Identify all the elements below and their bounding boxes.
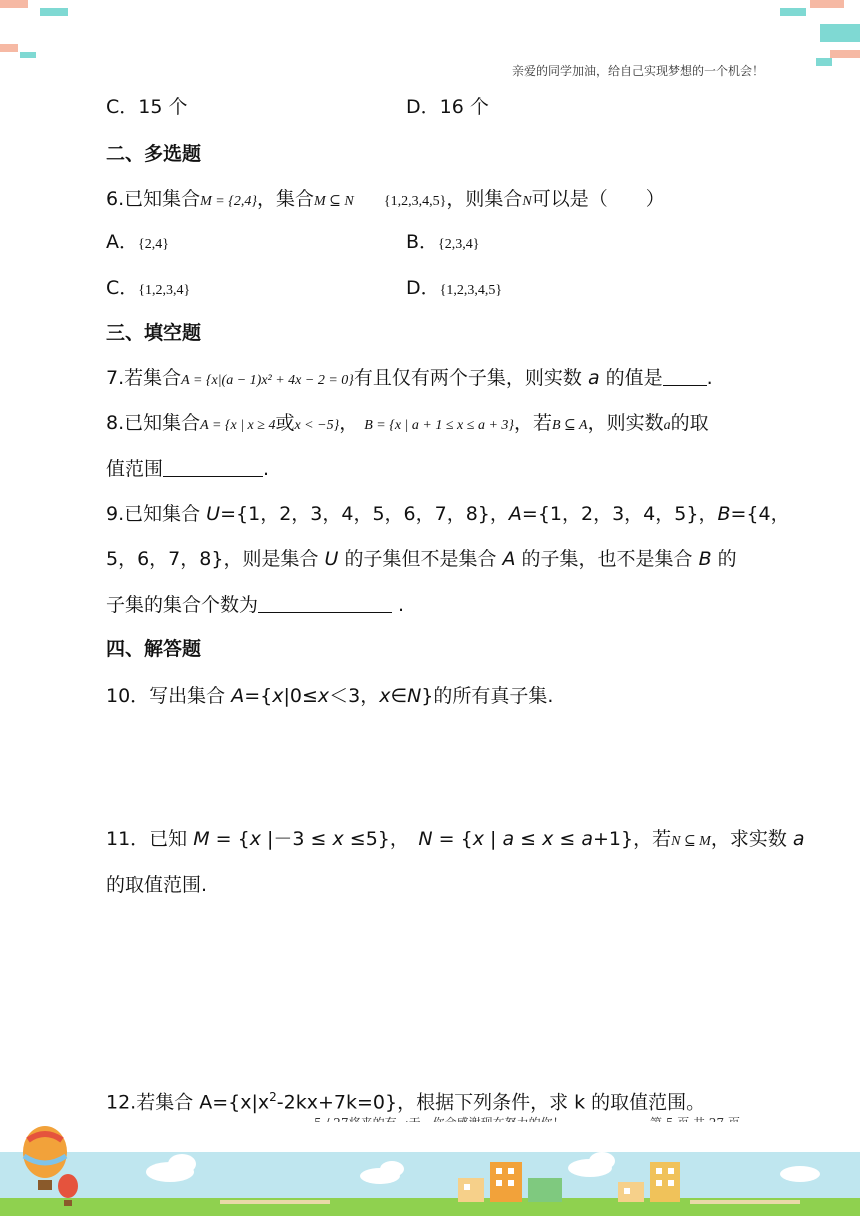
q10-x3: x [379, 685, 391, 707]
q9-line2-b: 的子集但不是集合 [338, 548, 503, 570]
q5-option-c: C．15 个 [106, 96, 188, 118]
q9-var-b: B [717, 503, 731, 525]
q6-option-b-label: B． [406, 231, 439, 253]
q7-end: . [706, 367, 713, 389]
q11-e: = { [432, 828, 473, 850]
q7-suffix-b: 的值是 [605, 367, 663, 389]
q8-end: 的取 [670, 412, 709, 434]
q6-option-d-value: {1,2,3,4,5} [439, 283, 503, 298]
question-9-line-2 [106, 546, 737, 572]
q10-b: ={ [244, 685, 273, 707]
q11-x4: x [542, 828, 554, 850]
q6-stem-d: 可以是（ ） [531, 188, 665, 210]
q8-prefix: 8.已知集合 [106, 412, 201, 434]
question-9-line-1 [106, 501, 790, 527]
question-6 [106, 186, 665, 215]
q8-math-b: B = {x | a + 1 ≤ x ≤ a + 3} [364, 418, 514, 433]
q11-h: ≤ [553, 828, 582, 850]
q11-a2: a [581, 828, 593, 850]
header-motto: 亲爱的同学加油，给自己实现梦想的一个机会！ [512, 64, 765, 78]
q8-answer-blank[interactable] [163, 458, 263, 477]
q11-math: N ⊆ M [671, 834, 711, 849]
q11-x1: x [249, 828, 261, 850]
q11-i: +1}，若 [593, 828, 672, 850]
q6-math-m: M = {2,4} [200, 194, 257, 209]
bottom-banner [0, 1122, 860, 1216]
q9-line1-a: 9.已知集合 [106, 503, 207, 525]
q9-line2-a: 5，6，7，8}，则是集合 [106, 548, 325, 570]
q9-line2-var-u: U [324, 548, 339, 570]
q9-var-u: U [206, 503, 221, 525]
question-8-line-1 [106, 410, 709, 439]
q9-line3: 子集的集合个数为 [106, 594, 259, 616]
q11-d: ≤5}， [343, 828, 419, 850]
top-left-decoration [0, 0, 90, 60]
q11-x2: x [332, 828, 344, 850]
q9-line1-d: ={4， [730, 503, 790, 525]
q7-suffix-a: 有且仅有两个子集，则实数 [353, 367, 582, 389]
q11-var-n: N [418, 828, 433, 850]
q11-c: |－3 ≤ [260, 828, 333, 850]
q10-var-n: N [407, 685, 422, 707]
q6-option-a [106, 229, 169, 258]
q9-line2-var-a: A [502, 548, 516, 570]
q10-x1: x [272, 685, 284, 707]
q12-sup: 2 [269, 1090, 277, 1104]
question-7 [106, 365, 713, 394]
q9-line2-d: 的 [711, 548, 737, 570]
q12-b: -2kx+7k=0}，根据下列条件，求 k 的取值范围。 [276, 1091, 706, 1114]
q7-var-a: a [587, 367, 600, 389]
q8-mid: ，则实数 [587, 412, 664, 434]
q9-answer-blank[interactable] [258, 594, 392, 613]
q10-x2: x [317, 685, 330, 707]
q6-option-c-value: {1,2,3,4} [138, 283, 191, 298]
q9-var-a: A [508, 503, 522, 525]
q11-g: ≤ [514, 828, 543, 850]
section-heading-multiple-choice: 二、多选题 [106, 143, 202, 165]
q6-stem-c: ，则集合 [446, 188, 523, 210]
section-heading-answer: 四、解答题 [106, 638, 202, 660]
q8-line2-end: . [263, 458, 270, 480]
q12-a: 12.若集合 A={x|x [106, 1091, 270, 1114]
question-11-line-1 [106, 826, 805, 855]
q6-option-b-value: {2,3,4} [438, 237, 480, 252]
q6-option-b [406, 229, 480, 258]
q11-a3: a [792, 828, 805, 850]
q6-option-a-value: {2,4} [138, 237, 169, 252]
question-8-line-2 [106, 456, 269, 482]
q9-line1-c: ={1，2，3，4，5}， [521, 503, 718, 525]
question-9-line-3 [106, 592, 404, 618]
q6-math-subset: M ⊆ N [313, 194, 354, 209]
q6-stem-a: 6.已知集合 [106, 188, 201, 210]
q10-c: |0≤ [283, 685, 318, 707]
q8-math-a: A = {x | x ≥ 4 [200, 418, 276, 433]
q7-math: A = {x|(a − 1)x² + 4x − 2 = 0} [181, 373, 354, 388]
q6-option-d-label: D． [406, 277, 440, 299]
q5-option-d: D．16 个 [406, 96, 489, 118]
q10-d: ＜3， [329, 685, 380, 707]
q11-x3: x [472, 828, 484, 850]
q11-f: | [483, 828, 503, 850]
q6-math-n: N [522, 194, 532, 209]
top-right-decoration [770, 0, 860, 70]
question-12 [106, 1084, 705, 1115]
q10-a: 10．写出集合 [106, 685, 232, 707]
q6-option-c [106, 275, 190, 304]
q11-b: = { [209, 828, 250, 850]
question-10 [106, 683, 553, 709]
q11-a: 11．已知 [106, 828, 194, 850]
q6-stem-b: ，集合 [256, 188, 314, 210]
q9-line2-c: 的子集，也不是集合 [515, 548, 699, 570]
q9-line2-var-b: B [698, 548, 712, 570]
q6-math-set: {1,2,3,4,5} [383, 194, 447, 209]
q8-or: 或 [275, 412, 295, 434]
q9-line3-end: . [392, 594, 405, 616]
section-heading-fill-in: 三、填空题 [106, 322, 202, 344]
q10-var-a: A [231, 685, 245, 707]
q11-a1: a [502, 828, 515, 850]
q8-comma: ， [339, 412, 359, 434]
q8-line2: 值范围 [106, 458, 164, 480]
q6-option-a-label: A． [106, 231, 138, 253]
q8-ruo: ，若 [513, 412, 552, 434]
q11-j: ，求实数 [710, 828, 793, 850]
q10-e: ∈ [390, 685, 408, 707]
q8-var-a: a [663, 418, 671, 433]
q8-math-a2: x < −5} [294, 418, 340, 433]
q7-answer-blank[interactable] [663, 367, 707, 386]
q9-line1-b: ={1，2，3，4，5，6，7，8}， [220, 503, 509, 525]
question-11-line-2: 的取值范围. [106, 874, 208, 896]
q10-f: }的所有真子集. [421, 685, 554, 707]
q6-option-d [406, 275, 502, 304]
bottom-scene-illustration [0, 1122, 860, 1216]
q7-prefix: 7.若集合 [106, 367, 182, 389]
q11-var-m: M [193, 828, 210, 850]
q8-math-cond: B ⊆ A [552, 418, 588, 433]
q6-option-c-label: C． [106, 277, 139, 299]
